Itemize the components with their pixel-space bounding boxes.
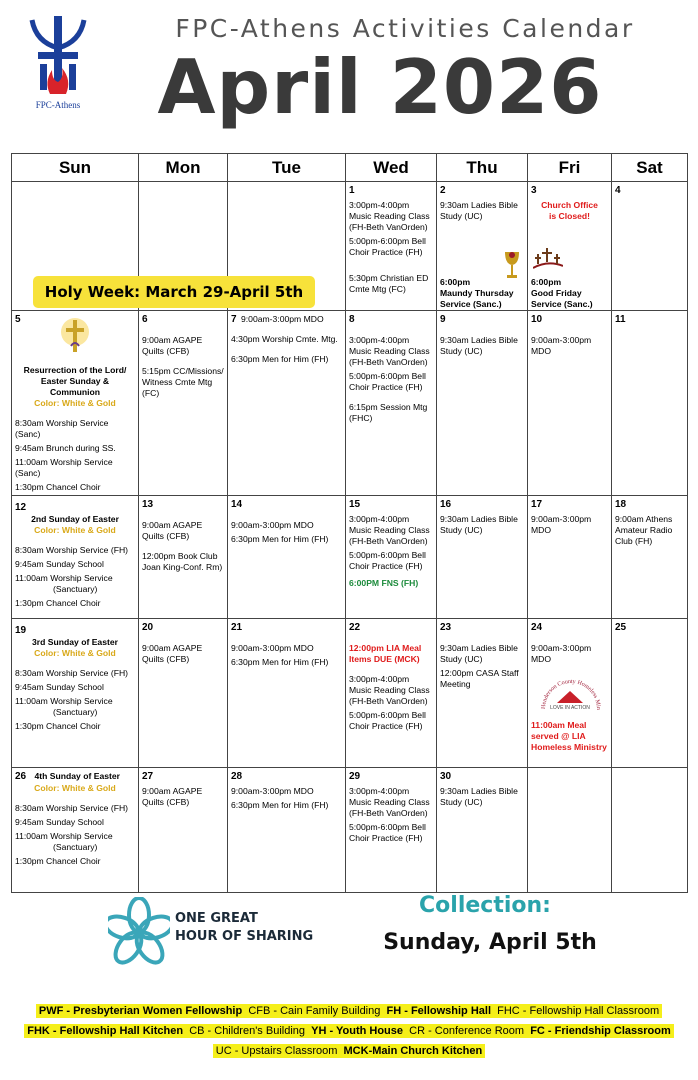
location-legend xyxy=(0,1001,698,1061)
legend-mck: MCK-Main Church Kitchen xyxy=(343,1045,483,1057)
day-cell-10 xyxy=(528,311,612,496)
day-number: 20 xyxy=(142,622,154,633)
liturgical-day-title: 2nd Sunday of Easter xyxy=(31,514,119,524)
legend-yh: YH - Youth House xyxy=(311,1025,404,1037)
svg-text:LOVE IN ACTION: LOVE IN ACTION xyxy=(549,705,590,711)
day-cell-4 xyxy=(612,182,688,311)
day-cell-17 xyxy=(528,496,612,619)
day-number: 10 xyxy=(531,314,543,325)
day-number: 23 xyxy=(440,622,452,633)
liturgical-color: Color: White & Gold xyxy=(34,783,116,793)
event: 5:00pm-6:00pm Bell Choir Practice (FH) xyxy=(349,550,426,571)
collection-date: Sunday, April 5th xyxy=(383,930,597,955)
day-number: 22 xyxy=(349,622,361,633)
event: 9:00am AGAPE Quilts (CFB) xyxy=(142,520,203,541)
event: 12:00pm Book Club Joan King-Conf. Rm) xyxy=(142,551,223,572)
event: 9:45am Brunch during SS. xyxy=(15,443,116,453)
event: 1:30pm Chancel Choir xyxy=(15,721,101,731)
day-cell-3 xyxy=(528,182,612,311)
event: 9:45am Sunday School xyxy=(15,682,104,692)
event: 6:15pm Session Mtg (FHC) xyxy=(349,402,428,423)
event: 1:30pm Chancel Choir xyxy=(15,856,101,866)
day-cell-20 xyxy=(139,619,228,768)
office-closed-notice: Church Office is Closed! xyxy=(541,200,598,221)
day-number: 13 xyxy=(142,499,154,510)
event: 9:00am-3:00pm MDO xyxy=(531,514,592,535)
event: 8:30am Worship Service (Sanc) xyxy=(15,418,109,439)
day-cell-5 xyxy=(12,311,139,496)
day-number: 27 xyxy=(142,771,154,782)
chalice-icon xyxy=(504,250,520,283)
legend-fhk: FHK - Fellowship Hall Kitchen xyxy=(27,1025,184,1037)
day-cell-15 xyxy=(346,496,437,619)
day-cell-11 xyxy=(612,311,688,496)
legend-uc: UC - Upstairs Classroom xyxy=(215,1045,338,1057)
day-number: 16 xyxy=(440,499,452,510)
legend-fhc: FHC - Fellowship Hall Classroom xyxy=(497,1005,660,1017)
event: 9:30am Ladies Bible Study (UC) xyxy=(440,643,518,664)
liturgical-color: Color: White & Gold xyxy=(34,648,116,658)
event: (Sanctuary) xyxy=(53,842,98,852)
svg-text:FPC-Athens: FPC-Athens xyxy=(35,100,81,110)
day-cell-13 xyxy=(139,496,228,619)
day-number: 2 xyxy=(440,185,446,196)
calendar-grid xyxy=(11,153,688,893)
event: 3:00pm-4:00pm Music Reading Class (FH-Beth VanOrden) xyxy=(349,786,430,818)
weekday-thu: Thu xyxy=(437,154,528,182)
liturgical-color: Color: White & Gold xyxy=(34,398,116,408)
event: 9:45am Sunday School xyxy=(15,559,104,569)
day-cell-1 xyxy=(346,182,437,311)
day-cell-2 xyxy=(437,182,528,311)
day-cell-12 xyxy=(12,496,139,619)
day-cell-25 xyxy=(612,619,688,768)
ogh-wordmark xyxy=(175,910,313,946)
event: 9:00am AGAPE Quilts (CFB) xyxy=(142,643,203,664)
day-cell-21 xyxy=(228,619,346,768)
event: 9:00am Athens Amateur Radio Club (FH) xyxy=(615,514,673,546)
legend-cfb: CFB - Cain Family Building xyxy=(248,1005,381,1017)
day-cell-26 xyxy=(12,768,139,893)
day-number: 7 xyxy=(231,314,237,325)
event: 6:30pm Men for Him (FH) xyxy=(231,800,329,810)
liturgical-day-title: 3rd Sunday of Easter xyxy=(32,637,118,647)
ogh-line1: ONE GREAT xyxy=(175,911,258,926)
day-number: 24 xyxy=(531,622,543,633)
week-row xyxy=(12,311,688,496)
ogh-flower-icon xyxy=(108,897,170,969)
ogh-line2: HOUR OF SHARING xyxy=(175,929,314,944)
day-cell-28 xyxy=(228,768,346,893)
day-number: 29 xyxy=(349,771,361,782)
day-number: 15 xyxy=(349,499,361,510)
day-number: 26 xyxy=(15,771,27,782)
day-number: 30 xyxy=(440,771,452,782)
legend-cb: CB - Children's Building xyxy=(189,1025,306,1037)
collection-label: Collection: xyxy=(419,893,551,918)
event: 1:30pm Chancel Choir xyxy=(15,598,101,608)
day-cell-empty xyxy=(528,768,612,893)
day-cell-9 xyxy=(437,311,528,496)
calendar-title: April 2026 xyxy=(157,43,603,131)
liturgical-day-title: Resurrection of the Lord/ Easter Sunday & Communion xyxy=(23,365,127,397)
event: 9:30am Ladies Bible Study (UC) xyxy=(440,786,518,807)
event: (Sanctuary) xyxy=(53,707,98,717)
day-cell-30 xyxy=(437,768,528,893)
day-number: 14 xyxy=(231,499,243,510)
event: 3:00pm-4:00pm Music Reading Class (FH-Beth VanOrden) xyxy=(349,200,430,232)
week-row xyxy=(12,768,688,893)
event-highlight: 6:00PM FNS (FH) xyxy=(349,578,419,588)
event: 6:30pm Men for Him (FH) xyxy=(231,657,329,667)
event: 8:30am Worship Service (FH) xyxy=(15,545,129,555)
day-cell-27 xyxy=(139,768,228,893)
day-cell-14 xyxy=(228,496,346,619)
legend-cr: CR - Conference Room xyxy=(409,1025,525,1037)
easter-cross-icon xyxy=(15,316,135,359)
event: 9:30am Ladies Bible Study (UC) xyxy=(440,200,518,221)
day-cell-24 xyxy=(528,619,612,768)
day-cell-18 xyxy=(612,496,688,619)
event: 5:15pm CC/Missions/ Witness Cmte Mtg (FC) xyxy=(142,366,224,398)
crosses-icon xyxy=(533,246,563,273)
event: 3:00pm-4:00pm Music Reading Class (FH-Beth VanOrden) xyxy=(349,335,430,367)
event-time: 6:00pm xyxy=(531,277,562,287)
day-number: 12 xyxy=(15,502,27,513)
day-cell-6 xyxy=(139,311,228,496)
day-cell-7 xyxy=(228,311,346,496)
event: 3:00pm-4:00pm Music Reading Class (FH-Beth VanOrden) xyxy=(349,514,430,546)
homeless-ministry-logo xyxy=(531,669,608,724)
day-number: 11 xyxy=(615,314,626,325)
event: 8:30am Worship Service (FH) xyxy=(15,668,129,678)
event: 11:00am Worship Service xyxy=(15,831,113,841)
legend-pwf: PWF - Presbyterian Women Fellowship xyxy=(38,1005,243,1017)
event: Good Friday Service (Sanc.) xyxy=(531,288,593,309)
legend-fh: FH - Fellowship Hall xyxy=(386,1005,492,1017)
event: 5:00pm-6:00pm Bell Choir Practice (FH) xyxy=(349,710,426,731)
day-cell-22 xyxy=(346,619,437,768)
weekday-wed: Wed xyxy=(346,154,437,182)
event: 9:30am Ladies Bible Study (UC) xyxy=(440,335,518,356)
day-number: 6 xyxy=(142,314,148,325)
calendar-subtitle: FPC-Athens Activities Calendar xyxy=(175,14,635,43)
event: 5:00pm-6:00pm Bell Choir Practice (FH) xyxy=(349,236,426,257)
day-number: 3 xyxy=(531,185,537,196)
day-cell-19 xyxy=(12,619,139,768)
day-number: 18 xyxy=(615,499,627,510)
meal-notice: 11:00am Meal served @ LIA Homeless Ministry xyxy=(531,720,607,752)
weekday-sat: Sat xyxy=(612,154,688,182)
event: 9:00am AGAPE Quilts (CFB) xyxy=(142,786,203,807)
svg-text:Henderson County Homeless Mini: Henderson County Homeless Min xyxy=(540,678,601,710)
event: 5:30pm Christian ED Cmte Mtg (FC) xyxy=(349,273,429,294)
event: 9:00am-3:00pm MDO xyxy=(531,643,592,664)
liturgical-color: Color: White & Gold xyxy=(34,525,116,535)
church-logo xyxy=(22,12,94,112)
event: 8:30am Worship Service (FH) xyxy=(15,803,129,813)
liturgical-day-title: 4th Sunday of Easter xyxy=(34,771,120,781)
weekday-sun: Sun xyxy=(12,154,139,182)
event: 11:00am Worship Service xyxy=(15,696,113,706)
week-row xyxy=(12,496,688,619)
weekday-mon: Mon xyxy=(139,154,228,182)
weekday-tue: Tue xyxy=(228,154,346,182)
event: 6:30pm Men for Him (FH) xyxy=(231,534,329,544)
day-cell-8 xyxy=(346,311,437,496)
day-number: 4 xyxy=(615,185,621,196)
event: 9:30am Ladies Bible Study (UC) xyxy=(440,514,518,535)
event: 9:00am AGAPE Quilts (CFB) xyxy=(142,335,203,356)
event: 5:00pm-6:00pm Bell Choir Practice (FH) xyxy=(349,822,426,843)
weekday-header-row xyxy=(12,154,688,182)
event: 9:00am-3:00pm MDO xyxy=(231,520,314,530)
day-cell-23 xyxy=(437,619,528,768)
event: 5:00pm-6:00pm Bell Choir Practice (FH) xyxy=(349,371,426,392)
event: 4:30pm Worship Cmte. Mtg. xyxy=(231,334,338,344)
day-cell-empty xyxy=(612,768,688,893)
legend-fc: FC - Friendship Classroom xyxy=(530,1025,671,1037)
deadline-notice: 12:00pm LIA Meal Items DUE (MCK) xyxy=(349,643,422,664)
day-cell-16 xyxy=(437,496,528,619)
event: 11:00am Worship Service (Sanc) xyxy=(15,457,113,478)
day-number: 9 xyxy=(440,314,446,325)
day-number: 8 xyxy=(349,314,355,325)
day-number: 5 xyxy=(15,314,21,325)
event: 6:30pm Men for Him (FH) xyxy=(231,354,329,364)
event: 9:45am Sunday School xyxy=(15,817,104,827)
event: (Sanctuary) xyxy=(53,584,98,594)
day-number: 28 xyxy=(231,771,243,782)
event: 12:00pm CASA Staff Meeting xyxy=(440,668,519,689)
event: 1:30pm Chancel Choir xyxy=(15,482,101,492)
event: 3:00pm-4:00pm Music Reading Class (FH-Beth VanOrden) xyxy=(349,674,430,706)
weekday-fri: Fri xyxy=(528,154,612,182)
holy-week-banner: Holy Week: March 29-April 5th xyxy=(33,276,315,308)
day-cell-29 xyxy=(346,768,437,893)
day-number: 1 xyxy=(349,185,355,196)
event: 9:00am-3:00pm MDO xyxy=(531,335,592,356)
event: 9:00am-3:00pm MDO xyxy=(241,314,324,324)
event: 9:00am-3:00pm MDO xyxy=(231,643,314,653)
day-number: 21 xyxy=(231,622,243,633)
day-number: 17 xyxy=(531,499,543,510)
week-row xyxy=(12,619,688,768)
event-time: 6:00pm xyxy=(440,277,471,287)
event: 11:00am Worship Service xyxy=(15,573,113,583)
event: 9:00am-3:00pm MDO xyxy=(231,786,314,796)
event: Maundy Thursday Service (Sanc.) xyxy=(440,288,514,309)
day-number: 25 xyxy=(615,622,627,633)
day-number: 19 xyxy=(15,625,27,636)
